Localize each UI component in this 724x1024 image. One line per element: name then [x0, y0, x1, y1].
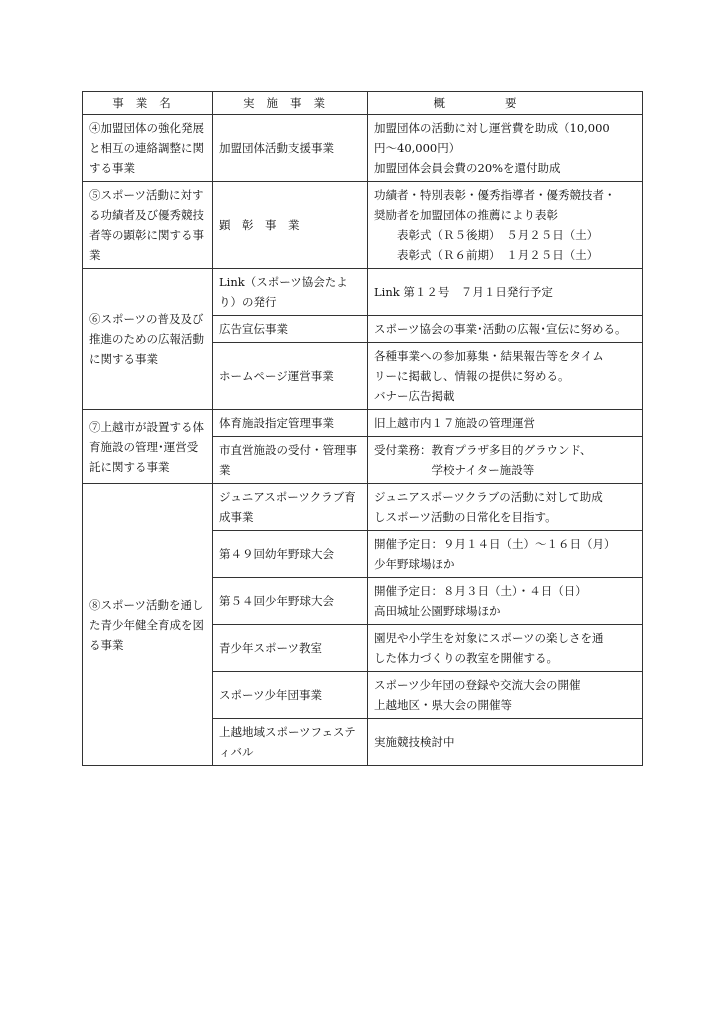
summary-cell — [368, 484, 643, 531]
project-cell: Link（スポーツ協会たより）の発行 — [213, 269, 368, 316]
project-cell: 市直営施設の受付・管理事業 — [213, 437, 368, 484]
summary-line: ジュニアスポーツクラブの活動に対して助成 — [374, 490, 603, 504]
summary-line: した体力づくりの教室を開催する。 — [374, 651, 558, 665]
summary-line: 加盟団体の活動に対し運営費を助成（10,000 — [374, 121, 610, 135]
project-cell: ホームページ運営事業 — [213, 343, 368, 410]
business-name-cell: ⑧スポーツ活動を通した青少年健全育成を図る事業 — [83, 484, 213, 766]
business-plan-table — [82, 91, 643, 766]
table-row — [83, 484, 643, 531]
project-cell: 広告宣伝事業 — [213, 316, 368, 343]
summary-line: 園児や小学生を対象にスポーツの楽しさを通 — [374, 631, 604, 645]
summary-cell — [368, 625, 643, 672]
summary-cell — [368, 531, 643, 578]
header-project: 実施事業 — [213, 92, 368, 115]
summary-line: 各種事業への参加募集・結果報告等をタイム — [374, 349, 604, 363]
summary-line: 少年野球場ほか — [374, 557, 455, 571]
summary-line: 表彰式（Ｒ６前期） １月２５日（土） — [374, 248, 599, 262]
project-cell: スポーツ少年団事業 — [213, 672, 368, 719]
summary-line: しスポーツ活動の日常化を目指す。 — [374, 510, 557, 524]
summary-line: 高田城址公園野球場ほか — [374, 604, 501, 618]
summary-cell — [368, 182, 643, 269]
summary-line: バナー広告掲載 — [374, 389, 455, 403]
summary-line: 上越地区・県大会の開催等 — [374, 698, 512, 712]
summary-cell — [368, 316, 643, 343]
summary-line: 実施競技検討中 — [374, 735, 455, 749]
project-cell: 第４９回幼年野球大会 — [213, 531, 368, 578]
summary-cell — [368, 343, 643, 410]
table-row — [83, 182, 643, 269]
summary-cell — [368, 269, 643, 316]
business-name-cell: ⑤スポーツ活動に対する功績者及び優秀競技者等の顕彰に関する事業 — [83, 182, 213, 269]
business-name-cell: ④加盟団体の強化発展と相互の連絡調整に関する事業 — [83, 115, 213, 182]
summary-line: 奨励者を加盟団体の推薦により表彰 — [374, 208, 558, 222]
header-row — [83, 92, 643, 115]
summary-cell — [368, 719, 643, 766]
summary-line: 受付業務：教育プラザ多目的グラウンド、 — [374, 443, 592, 457]
project-cell: 青少年スポーツ教室 — [213, 625, 368, 672]
summary-cell — [368, 578, 643, 625]
project-cell: 顕 彰 事 業 — [213, 182, 368, 269]
summary-cell — [368, 115, 643, 182]
summary-line: 表彰式（Ｒ５後期） ５月２５日（土） — [374, 228, 599, 242]
summary-cell — [368, 672, 643, 719]
table-row — [83, 410, 643, 437]
summary-line: リーに掲載し、情報の提供に努める。 — [374, 369, 570, 383]
project-cell: 上越地域スポーツフェスティバル — [213, 719, 368, 766]
summary-line: 円～40,000円） — [374, 141, 461, 155]
project-cell: 第５４回少年野球大会 — [213, 578, 368, 625]
header-summary: 概要 — [368, 92, 643, 115]
header-business-name: 事業名 — [83, 92, 213, 115]
summary-cell — [368, 410, 643, 437]
summary-line: 旧上越市内１７施設の管理運営 — [374, 416, 535, 430]
summary-line: 開催予定日：８月３日（土）・４日（日） — [374, 584, 587, 598]
summary-line: 功績者・特別表彰・優秀指導者・優秀競技者・ — [374, 188, 616, 202]
summary-line: スポーツ協会の事業･活動の広報･宣伝に努める。 — [374, 322, 627, 336]
table-row — [83, 269, 643, 316]
business-name-cell: ⑥スポーツの普及及び推進のための広報活動に関する事業 — [83, 269, 213, 410]
project-cell: 加盟団体活動支援事業 — [213, 115, 368, 182]
project-cell: 体育施設指定管理事業 — [213, 410, 368, 437]
summary-line: Link 第１２号 ７月１日発行予定 — [374, 285, 553, 299]
project-cell: ジュニアスポーツクラブ育成事業 — [213, 484, 368, 531]
table-row — [83, 115, 643, 182]
summary-line: 加盟団体会員会費の20%を還付助成 — [374, 161, 561, 175]
summary-line: 開催予定日：９月１４日（土）～１６日（月） — [374, 537, 616, 551]
summary-cell — [368, 437, 643, 484]
business-name-cell: ⑦上越市が設置する体育施設の管理･運営受託に関する事業 — [83, 410, 213, 484]
table-body — [83, 115, 643, 766]
summary-line: 学校ナイター施設等 — [374, 463, 535, 477]
summary-line: スポーツ少年団の登録や交流大会の開催 — [374, 678, 581, 692]
